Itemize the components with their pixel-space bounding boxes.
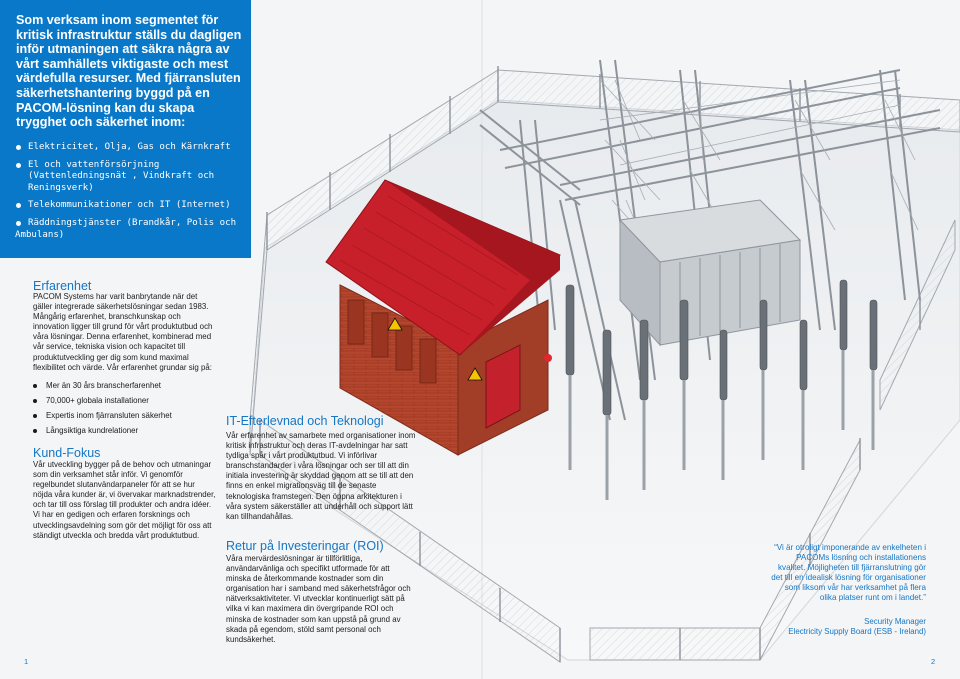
sector-item: Elektricitet, Olja, Gas och Kärnkraft xyxy=(15,142,247,154)
intro-heading: Som verksam inom segmentet för kritisk infrastruktur ställs du dagligen inför utmaningen att säkra några av vårt samhällets viktigaste och mest värdefulla resurser. Med fjärransluten säkerhetshantering byggd på en PACOM-lösning kan du skapa trygghet och säkerhet inom: xyxy=(16,13,242,130)
sector-list xyxy=(15,142,247,247)
sector-item: Räddningstjänster (Brandkår, Polis och Ambulans) xyxy=(15,218,247,241)
list-item: 70,000+ globala installationer xyxy=(33,396,233,411)
list-item: Expertis inom fjärransluten säkerhet xyxy=(33,411,233,426)
it-compliance-heading: IT-Efterlevnad och Teknologi xyxy=(226,414,384,428)
testimonial-quote: “Vi är otroligt imponerande av enkelheten i PACOMs lösning och installationens kvalitet. Möjligheten till fjärranslutning gör det till en idealisk lösning för organisationer som liksom vår har verksamhet på flera olika platser runt om i landet.” xyxy=(771,543,926,603)
roi-text: Våra mervärdeslösningar är tillförlitliga, användarvänliga och specifikt utformade för att minska de återkommande kostnader som din organisation har i samband med säkerhetsfrågor och nätverksaktiviteter. Vi utvecklar kontinuerligt sätt på vilka vi kan maximera din övergripande ROI och minska de kostnader som kan uppstå på grund av skada på egendom, stöld samt personal och kundsäkerhet. xyxy=(226,554,411,644)
roi-heading: Retur på Investeringar (ROI) xyxy=(226,539,384,553)
customer-focus-text: Vår utveckling bygger på de behov och utmaningar som din verksamhet står inför. Vi genomför regelbundet slutanvändarpaneler för att se hur nöjda våra kunder är, vi övervakar marknadstrender, och tar till oss förslag till produkter och andra idéer. Vi har en gedigen och erfaren forsknings och utvecklingsavdelning som gör det möjligt för oss att ständigt utveckla och bredda vårt produktutbud. xyxy=(33,460,216,540)
alarm-siren-icon xyxy=(544,354,552,362)
list-item: Långsiktiga kundrelationer xyxy=(33,426,233,441)
testimonial-organization: Electricity Supply Board (ESB - Ireland) xyxy=(788,627,926,636)
experience-text: PACOM Systems har varit banbrytande när det gäller integrerade säkerhetslösningar sedan 1983. Mångårig erfarenhet, branschkunskap och innovation ligger till grund för vårt produktutbud och våra lösningar. Denna erfarenhet, kombinerad med vår service, tekniska vision och kapacitet till produktutveckling ger dig som kund maximal flexibilitet och värde. Vår erfarenhet grundar sig på: xyxy=(33,292,213,372)
list-item: Mer än 30 års branscherfarenhet xyxy=(33,381,233,396)
sector-item: Telekommunikationer och IT (Internet) xyxy=(15,200,247,212)
customer-focus-heading: Kund-Fokus xyxy=(33,446,101,460)
page-number-right: 2 xyxy=(931,657,936,666)
sector-item: El och vattenförsörjning (Vattenledningsnät , Vindkraft och Reningsverk) xyxy=(15,160,247,195)
experience-list xyxy=(33,381,233,441)
intro-panel xyxy=(0,0,251,258)
it-compliance-text: Vår erfarenhet av samarbete med organisationer inom kritisk infrastruktur och deras IT-avdelningar har satt tydliga spår i vårt produktutbud. Vi införlivar branschstandarder i våra lösningar och ser till att din initiala investering är skyddad genom att se till att den finns en enkel migrationsväg till de senaste teknologiska framstegen. Den öppna arkitekturen i våra system säkerställer att underhåll och support lätt kan tillhandahållas. xyxy=(226,431,416,521)
experience-heading: Erfarenhet xyxy=(33,279,92,293)
page-number-left: 1 xyxy=(24,657,29,666)
testimonial-role: Security Manager xyxy=(864,617,926,626)
